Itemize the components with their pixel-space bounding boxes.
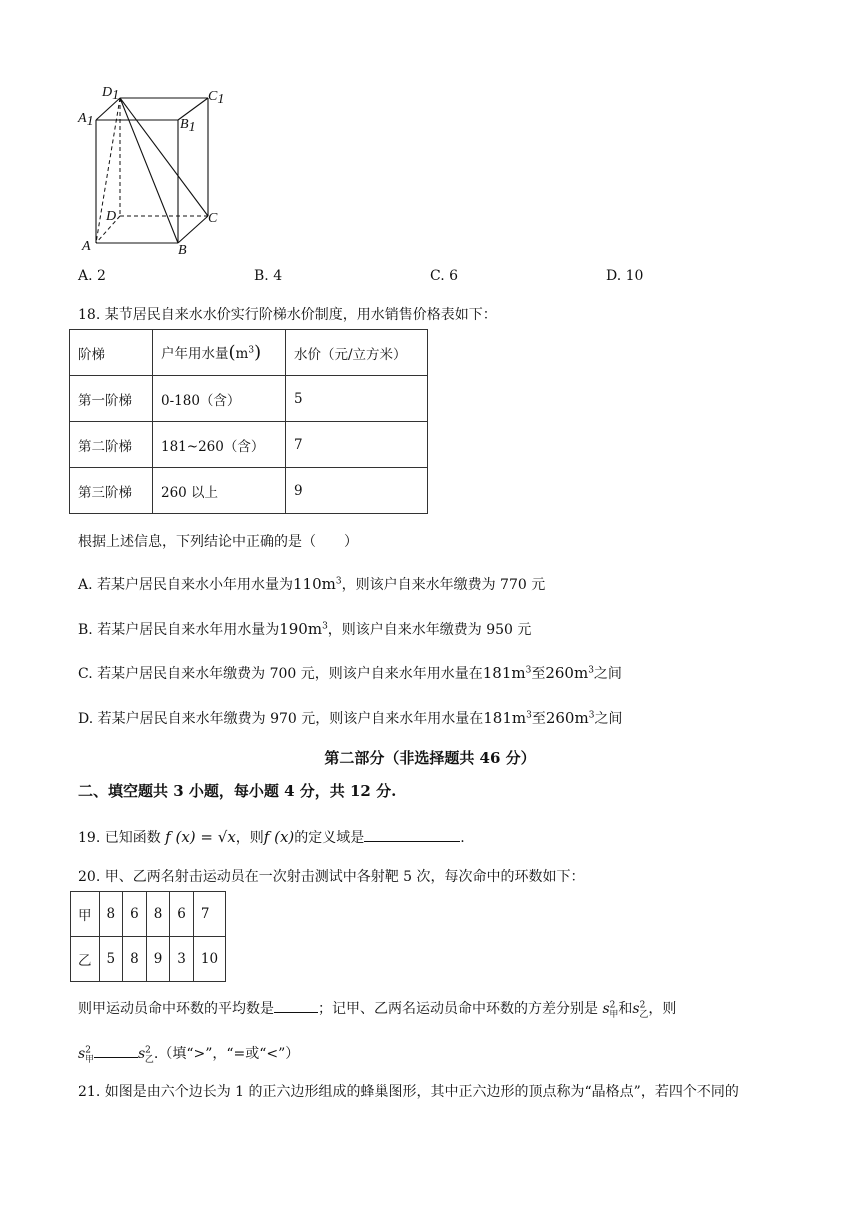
- q18-option-a: A. 若某户居民自来水小年用水量为$110m^3$，则该户自来水年缴费为 770 元: [78, 575, 546, 593]
- q19-blank: [364, 827, 460, 842]
- label-A: A: [82, 239, 91, 254]
- part2-title: 第二部分（非选择题共 46 分）: [324, 749, 536, 767]
- cell-value: 6: [170, 892, 194, 937]
- label-C: C: [208, 211, 218, 226]
- label-A1: A1: [78, 111, 94, 129]
- section2-title: 二、填空题共 3 小题，每小题 4 分，共 12 分.: [78, 782, 397, 800]
- q20-blank-compare: [94, 1043, 138, 1058]
- q18-question: 根据上述信息，下列结论中正确的是（ ）: [78, 534, 358, 550]
- table-row: [71, 937, 226, 982]
- q17-option-c: C. 6: [430, 268, 459, 284]
- cell-tier: 第一阶梯: [70, 376, 153, 422]
- q18-stem: 18. 某节居民自来水水价实行阶梯水价制度，用水销售价格表如下：: [78, 307, 497, 323]
- cell-value: 7: [193, 892, 225, 937]
- table-row: [70, 468, 428, 514]
- q20-blank-mean: [274, 998, 318, 1013]
- price-table: [69, 329, 428, 514]
- table-row: [70, 330, 428, 376]
- cell-tier: 第三阶梯: [70, 468, 153, 514]
- cell-value: 5: [99, 937, 123, 982]
- score-table: [70, 891, 226, 982]
- header-price: 水价（元/立方米）: [286, 330, 428, 376]
- q20-line1: 则甲运动员命中环数的平均数是 ；记甲、乙两名运动员命中环数的方差分别是 $s^2_甲$和$s^2_乙$，则: [78, 998, 676, 1020]
- cell-tier: 第二阶梯: [70, 422, 153, 468]
- label-B1: B1: [180, 117, 196, 135]
- q17-option-b: B. 4: [254, 268, 283, 284]
- label-C1: C1: [208, 89, 225, 107]
- q18-option-d: D. 若某户居民自来水年缴费为 970 元，则该户自来水年用水量在$181m^3$至$260m^3$之间: [78, 709, 623, 727]
- cell-price: 9: [286, 468, 428, 514]
- cell-value: 3: [170, 937, 194, 982]
- cell-range: 181~260（含）: [153, 422, 286, 468]
- cell-range: 0-180（含）: [153, 376, 286, 422]
- cell-value: 9: [146, 937, 170, 982]
- cell-value: 6: [123, 892, 147, 937]
- table-row: [71, 892, 226, 937]
- cell-value: 8: [146, 892, 170, 937]
- table-row: [70, 376, 428, 422]
- header-tier: 阶梯: [70, 330, 153, 376]
- table-row: [70, 422, 428, 468]
- label-B: B: [178, 243, 187, 258]
- cell-range: 260 以上: [153, 468, 286, 514]
- q17-option-d: D. 10: [606, 268, 644, 284]
- q17-option-a: A. 2: [78, 268, 106, 284]
- label-D1: D1: [102, 85, 120, 103]
- cell-price: 5: [286, 376, 428, 422]
- cell-price: 7: [286, 422, 428, 468]
- cell-value: 8: [123, 937, 147, 982]
- q18-option-b: B. 若某户居民自来水年用水量为$190m^3$，则该户自来水年缴费为 950 元: [78, 620, 532, 638]
- label-D: D: [106, 209, 117, 224]
- q18-option-c: C. 若某户居民自来水年缴费为 700 元，则该户自来水年用水量在$181m^3$至$260m^3$之间: [78, 664, 622, 682]
- row-name: 乙: [71, 937, 100, 982]
- q20-line2: $s^2_甲$ $s^2_乙$.（填“>”，“=或“<”）: [78, 1043, 299, 1065]
- q20-stem: 20. 甲、乙两名射击运动员在一次射击测试中各射靶 5 次，每次命中的环数如下：: [78, 869, 585, 885]
- prism-figure: [74, 80, 234, 260]
- q21-stem: 21. 如图是由六个边长为 1 的正六边形组成的蜂巢图形，其中正六边形的顶点称为“晶格点”，若四个不同的: [78, 1084, 739, 1100]
- q19: 19. 已知函数 f (x) = √x，则f (x)的定义域是 .: [78, 828, 465, 846]
- row-name: 甲: [71, 892, 100, 937]
- header-usage: 户年用水量$(m^3)$: [153, 330, 286, 376]
- cell-value: 10: [193, 937, 225, 982]
- cell-value: 8: [99, 892, 123, 937]
